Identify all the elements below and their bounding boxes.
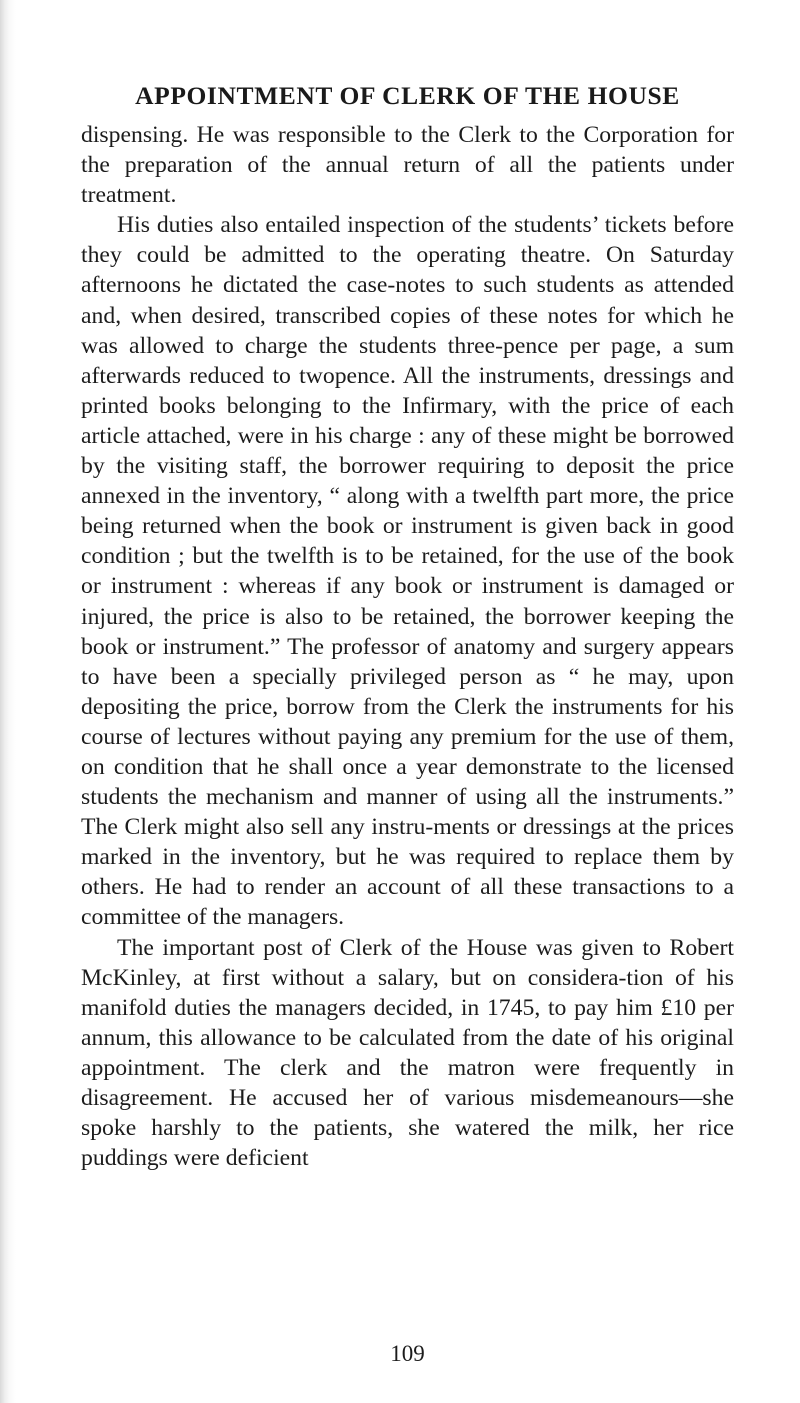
page-number: 109 [390, 1341, 425, 1366]
paragraph-duties: His duties also entailed inspection of the students’ tickets before they could be admitted to the operating theatre. On Saturday afternoons he dictated the case-notes to such students as attended and, when desired, transcribed copies of these notes for which he was allowed to charge the students three-pence per page, a sum afterwards reduced to twopence. All the instruments, dressings and printed books belonging to the Infirmary, with the price of each article attached, were in his charge : any of these might be borrowed by the visiting staff, the borrower requiring to deposit the price annexed in the inventory, “ along with a twelfth part more, the price being returned when the book or instrument is given back in good condition ; but the twelfth is to be retained, for the use of the book or instrument : whereas if any book or instrument is damaged or injured, the price is also to be retained, the borrower keeping the book or instrument.” The professor of anatomy and surgery appears to have been a specially privileged person as “ he may, upon depositing the price, borrow from the Clerk the instruments for his course of lectures without paying any premium for the use of them, on condition that he shall once a year demonstrate to the licensed students the mechanism and manner of using all the instruments.” The Clerk might also sell any instru-ments or dressings at the prices marked in the inventory, but he was required to replace them by others. He had to render an account of all these transactions to a committee of the managers. [81, 212, 734, 931]
paragraph-continued: dispensing. He was responsible to the Clerk to the Corporation for the preparation of the annual return of all the patients under treatment. [81, 122, 734, 209]
book-page [81, 78, 734, 1366]
running-head: APPOINTMENT OF CLERK OF THE HOUSE [135, 81, 680, 110]
paragraph-appointment: The important post of Clerk of the House was given to Robert McKinley, at first without a salary, but on considera-tion of his manifold duties the managers decided, in 1745, to pay him £10 per annum, this allowance to be calculated from the date of his original appointment. The clerk and the matron were frequently in disagreement. He accused her of various misdemeanours—she spoke harshly to the patients, she watered the milk, her rice puddings were deficient [81, 934, 734, 1172]
page-binding-edge [0, 0, 16, 1403]
body-text [81, 120, 734, 1173]
